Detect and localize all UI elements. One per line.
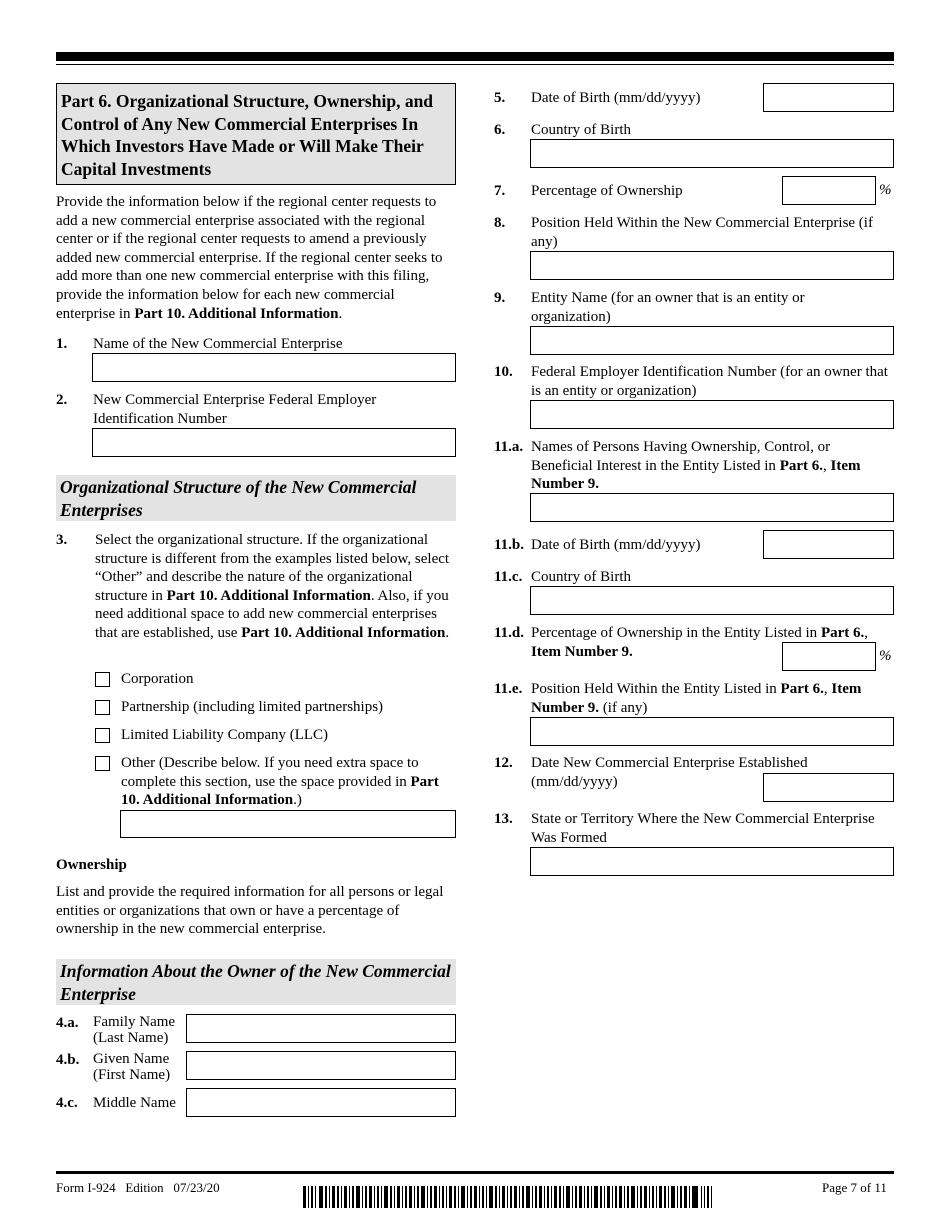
- ownership-percentage-input[interactable]: [782, 176, 876, 205]
- item-11b-label: Date of Birth (mm/dd/yyyy): [531, 537, 701, 553]
- item-11c-number: 11.c.: [494, 569, 523, 585]
- entity-position-held-input[interactable]: [530, 717, 894, 746]
- top-rule-thick: [56, 52, 894, 61]
- item-4a-number: 4.a.: [56, 1015, 79, 1031]
- state-formed-input[interactable]: [530, 847, 894, 876]
- owner-date-of-birth-input[interactable]: [763, 83, 894, 112]
- date-established-input[interactable]: [763, 773, 894, 802]
- item-11a-number: 11.a.: [494, 439, 524, 455]
- owner-fein-input[interactable]: [530, 400, 894, 429]
- item-5-number: 5.: [494, 90, 506, 106]
- item-11a-label: Names of Persons Having Ownership, Control, or Beneficial Interest in the Entity Listed in Part 6., Item Number 9.: [531, 439, 861, 493]
- given-name-input[interactable]: [186, 1051, 456, 1080]
- item-3-instructions: Select the organizational structure. If the organizational structure is different from the examples listed below, select “Other” and describe the nature of the organizational structure in Part 10. Additional Information. Also, if you need additional space to add new commercial enterprises that are established, use Part 10. Additional Information.: [95, 532, 450, 641]
- item-5-label: Date of Birth (mm/dd/yyyy): [531, 90, 701, 106]
- other-description-input[interactable]: [120, 810, 456, 838]
- item-13-number: 13.: [494, 811, 513, 827]
- family-name-input[interactable]: [186, 1014, 456, 1043]
- persons-with-interest-input[interactable]: [530, 493, 894, 522]
- partnership-checkbox[interactable]: [95, 700, 110, 715]
- ownership-text: List and provide the required information for all persons or legal entities or organizations that own or have a percentage of ownership in the new commercial enterprise.: [56, 884, 444, 938]
- item-11c-label: Country of Birth: [531, 569, 631, 585]
- llc-label: Limited Liability Company (LLC): [121, 727, 329, 743]
- item-2-number: 2.: [56, 392, 68, 408]
- middle-name-input[interactable]: [186, 1088, 456, 1117]
- person-date-of-birth-input[interactable]: [763, 530, 894, 559]
- item-3-number: 3.: [56, 532, 68, 548]
- item-2-label: New Commercial Enterprise Federal Employer Identification Number: [93, 392, 377, 427]
- item-10-number: 10.: [494, 364, 513, 380]
- other-label: Other (Describe below. If you need extra space to complete this section, use the space provided in Part 10. Additional Information.): [121, 755, 439, 809]
- intro-paragraph: Provide the information below if the regional center requests to add a new commercial enterprise associated with the regional center or if the regional center requests to amend a previously added new commercial enterprise. If the regional center seeks to add more than one new commercial enterprise with this filing, provide the information below for each new commercial enterprise in Part 10. Additional Information.: [56, 194, 443, 322]
- form-edition: Form I-924 Edition 07/23/20: [56, 1180, 220, 1195]
- item-9-label: Entity Name (for an owner that is an entity or organization): [531, 290, 805, 325]
- item-7-label: Percentage of Ownership: [531, 183, 683, 199]
- item-1-number: 1.: [56, 336, 68, 352]
- barcode-image: [303, 1186, 713, 1208]
- item-9-number: 9.: [494, 290, 506, 306]
- corporation-checkbox[interactable]: [95, 672, 110, 687]
- item-4c-number: 4.c.: [56, 1095, 78, 1111]
- owner-info-heading: Information About the Owner of the New Commercial Enterprise: [56, 959, 456, 1005]
- owner-country-of-birth-input[interactable]: [530, 139, 894, 168]
- item-11b-number: 11.b.: [494, 537, 525, 553]
- page-number: Page 7 of 11: [822, 1180, 887, 1195]
- entity-ownership-percentage-input[interactable]: [782, 642, 876, 671]
- part-6-heading: Part 6. Organizational Structure, Ownership, and Control of Any New Commercial Enterprises In Which Investors Have Made or Will Make Their Capital Investments: [56, 83, 456, 185]
- llc-checkbox[interactable]: [95, 728, 110, 743]
- person-country-of-birth-input[interactable]: [530, 586, 894, 615]
- bottom-rule: [56, 1171, 894, 1174]
- position-held-input[interactable]: [530, 251, 894, 280]
- enterprise-fein-input[interactable]: [92, 428, 456, 457]
- item-1-label: Name of the New Commercial Enterprise: [93, 336, 343, 352]
- item-12-number: 12.: [494, 755, 513, 771]
- item-10-label: Federal Employer Identification Number (for an owner that is an entity or organization): [531, 364, 888, 399]
- item-11e-number: 11.e.: [494, 681, 523, 697]
- new-commercial-enterprise-name-input[interactable]: [92, 353, 456, 382]
- item-7-number: 7.: [494, 183, 506, 199]
- percent-sign: %: [879, 648, 892, 664]
- org-structure-heading: Organizational Structure of the New Commercial Enterprises: [56, 475, 456, 521]
- item-4b-number: 4.b.: [56, 1052, 80, 1068]
- corporation-label: Corporation: [121, 671, 194, 687]
- entity-name-input[interactable]: [530, 326, 894, 355]
- item-8-number: 8.: [494, 215, 506, 231]
- item-11e-label: Position Held Within the Entity Listed in Part 6., Item Number 9. (if any): [531, 681, 862, 716]
- item-4c-label: Middle Name: [93, 1095, 176, 1111]
- item-13-label: State or Territory Where the New Commercial Enterprise Was Formed: [531, 811, 875, 846]
- top-rule-thin: [56, 64, 894, 65]
- ownership-heading: Ownership: [56, 857, 127, 873]
- percent-sign: %: [879, 182, 892, 198]
- item-8-label: Position Held Within the New Commercial Enterprise (if any): [531, 215, 873, 250]
- partnership-label: Partnership (including limited partnerships): [121, 699, 384, 715]
- item-6-label: Country of Birth: [531, 122, 631, 138]
- item-11d-number: 11.d.: [494, 625, 525, 641]
- other-checkbox[interactable]: [95, 756, 110, 771]
- item-4a-label: Family Name (Last Name): [93, 1014, 176, 1046]
- item-6-number: 6.: [494, 122, 506, 138]
- item-11d-label: Percentage of Ownership in the Entity Listed in Part 6., Item Number 9.: [531, 625, 869, 660]
- item-4b-label: Given Name (First Name): [93, 1051, 171, 1083]
- item-12-label: Date New Commercial Enterprise Established (mm/dd/yyyy): [531, 755, 808, 790]
